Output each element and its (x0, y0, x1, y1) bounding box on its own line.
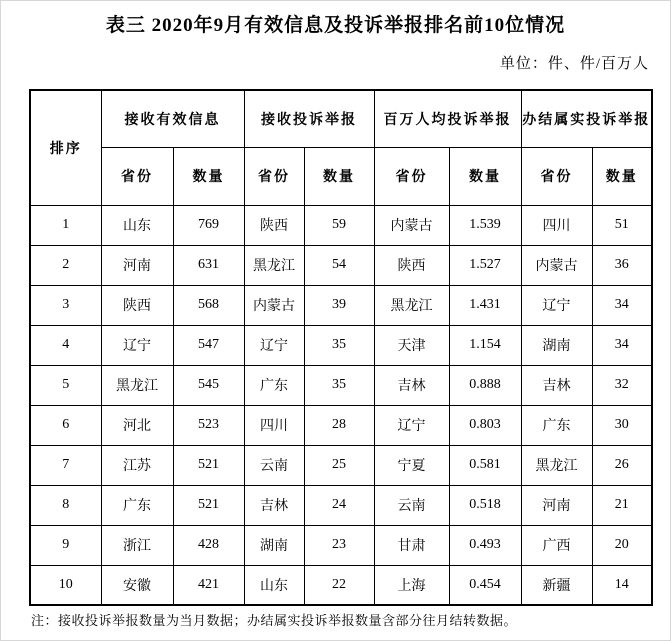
province-cell: 河南 (521, 485, 592, 525)
count-subheader: 数量 (173, 147, 244, 205)
count-cell: 54 (304, 245, 374, 285)
count-cell: 32 (592, 365, 652, 405)
count-cell: 428 (173, 525, 244, 565)
count-cell: 35 (304, 365, 374, 405)
province-cell: 广东 (521, 405, 592, 445)
rank-cell: 8 (30, 485, 101, 525)
count-cell: 35 (304, 325, 374, 365)
province-cell: 山东 (101, 205, 173, 245)
province-cell: 山东 (244, 565, 304, 605)
count-subheader: 数量 (592, 147, 652, 205)
count-cell: 0.493 (449, 525, 521, 565)
rank-cell: 9 (30, 525, 101, 565)
page-title: 表三 2020年9月有效信息及投诉举报排名前10位情况 (105, 15, 566, 36)
table-header (30, 90, 652, 205)
table-row (30, 205, 652, 245)
count-cell: 421 (173, 565, 244, 605)
table-row (30, 405, 652, 445)
rank-cell: 6 (30, 405, 101, 445)
count-cell: 14 (592, 565, 652, 605)
table-row (30, 485, 652, 525)
province-cell: 宁夏 (374, 445, 449, 485)
footnote: 注：接收投诉举报数量为当月数据；办结属实投诉举报数量含部分往月结转数据。 (31, 613, 518, 628)
count-cell: 1.539 (449, 205, 521, 245)
province-cell: 广西 (521, 525, 592, 565)
count-subheader: 数量 (449, 147, 521, 205)
count-cell: 24 (304, 485, 374, 525)
count-subheader: 数量 (304, 147, 374, 205)
count-cell: 545 (173, 365, 244, 405)
table-body (30, 205, 652, 605)
province-cell: 河北 (101, 405, 173, 445)
province-cell: 内蒙古 (374, 205, 449, 245)
rank-cell: 1 (30, 205, 101, 245)
province-cell: 云南 (374, 485, 449, 525)
count-cell: 21 (592, 485, 652, 525)
province-cell: 黑龙江 (101, 365, 173, 405)
count-cell: 28 (304, 405, 374, 445)
count-cell: 20 (592, 525, 652, 565)
count-cell: 23 (304, 525, 374, 565)
province-cell: 新疆 (521, 565, 592, 605)
rank-column-header: 排序 (30, 90, 101, 205)
group-header-received-complaints: 接收投诉举报 (244, 90, 374, 147)
group-header-received-valid-info: 接收有效信息 (101, 90, 244, 147)
count-cell: 34 (592, 325, 652, 365)
province-cell: 黑龙江 (521, 445, 592, 485)
count-cell: 51 (592, 205, 652, 245)
province-cell: 四川 (521, 205, 592, 245)
count-cell: 521 (173, 445, 244, 485)
count-cell: 25 (304, 445, 374, 485)
province-cell: 浙江 (101, 525, 173, 565)
province-subheader: 省份 (101, 147, 173, 205)
table-row (30, 285, 652, 325)
rank-cell: 7 (30, 445, 101, 485)
count-cell: 547 (173, 325, 244, 365)
province-subheader: 省份 (374, 147, 449, 205)
count-cell: 1.527 (449, 245, 521, 285)
province-cell: 上海 (374, 565, 449, 605)
group-header-complaints-per-million: 百万人均投诉举报 (374, 90, 521, 147)
unit-label: 单位：件、件/百万人 (499, 56, 649, 72)
province-cell: 安徽 (101, 565, 173, 605)
table-row (30, 565, 652, 605)
province-subheader: 省份 (244, 147, 304, 205)
province-cell: 吉林 (374, 365, 449, 405)
province-cell: 陕西 (374, 245, 449, 285)
province-cell: 湖南 (244, 525, 304, 565)
count-cell: 521 (173, 485, 244, 525)
group-header-row (30, 90, 652, 147)
table-row (30, 445, 652, 485)
province-cell: 黑龙江 (374, 285, 449, 325)
province-subheader: 省份 (521, 147, 592, 205)
province-cell: 四川 (244, 405, 304, 445)
province-cell: 吉林 (521, 365, 592, 405)
province-cell: 辽宁 (374, 405, 449, 445)
count-cell: 0.581 (449, 445, 521, 485)
province-cell: 辽宁 (244, 325, 304, 365)
province-cell: 河南 (101, 245, 173, 285)
province-cell: 内蒙古 (521, 245, 592, 285)
count-cell: 26 (592, 445, 652, 485)
count-cell: 36 (592, 245, 652, 285)
province-cell: 陕西 (101, 285, 173, 325)
province-cell: 江苏 (101, 445, 173, 485)
count-cell: 39 (304, 285, 374, 325)
count-cell: 0.454 (449, 565, 521, 605)
count-cell: 1.431 (449, 285, 521, 325)
province-cell: 天津 (374, 325, 449, 365)
table-row (30, 525, 652, 565)
count-cell: 0.518 (449, 485, 521, 525)
province-cell: 甘肃 (374, 525, 449, 565)
province-cell: 广东 (101, 485, 173, 525)
count-cell: 59 (304, 205, 374, 245)
ranking-table (29, 89, 653, 606)
rank-cell: 3 (30, 285, 101, 325)
count-cell: 0.888 (449, 365, 521, 405)
province-cell: 陕西 (244, 205, 304, 245)
province-cell: 湖南 (521, 325, 592, 365)
rank-cell: 5 (30, 365, 101, 405)
province-cell: 辽宁 (521, 285, 592, 325)
province-cell: 广东 (244, 365, 304, 405)
count-cell: 1.154 (449, 325, 521, 365)
province-cell: 辽宁 (101, 325, 173, 365)
table-row (30, 325, 652, 365)
rank-cell: 2 (30, 245, 101, 285)
province-cell: 内蒙古 (244, 285, 304, 325)
sub-header-row (30, 147, 652, 205)
rank-cell: 4 (30, 325, 101, 365)
count-cell: 568 (173, 285, 244, 325)
province-cell: 吉林 (244, 485, 304, 525)
count-cell: 631 (173, 245, 244, 285)
count-cell: 0.803 (449, 405, 521, 445)
rank-cell: 10 (30, 565, 101, 605)
count-cell: 34 (592, 285, 652, 325)
count-cell: 523 (173, 405, 244, 445)
table-row (30, 365, 652, 405)
count-cell: 769 (173, 205, 244, 245)
count-cell: 22 (304, 565, 374, 605)
count-cell: 30 (592, 405, 652, 445)
table-row (30, 245, 652, 285)
province-cell: 云南 (244, 445, 304, 485)
province-cell: 黑龙江 (244, 245, 304, 285)
group-header-resolved-verified-complaints: 办结属实投诉举报 (521, 90, 652, 147)
